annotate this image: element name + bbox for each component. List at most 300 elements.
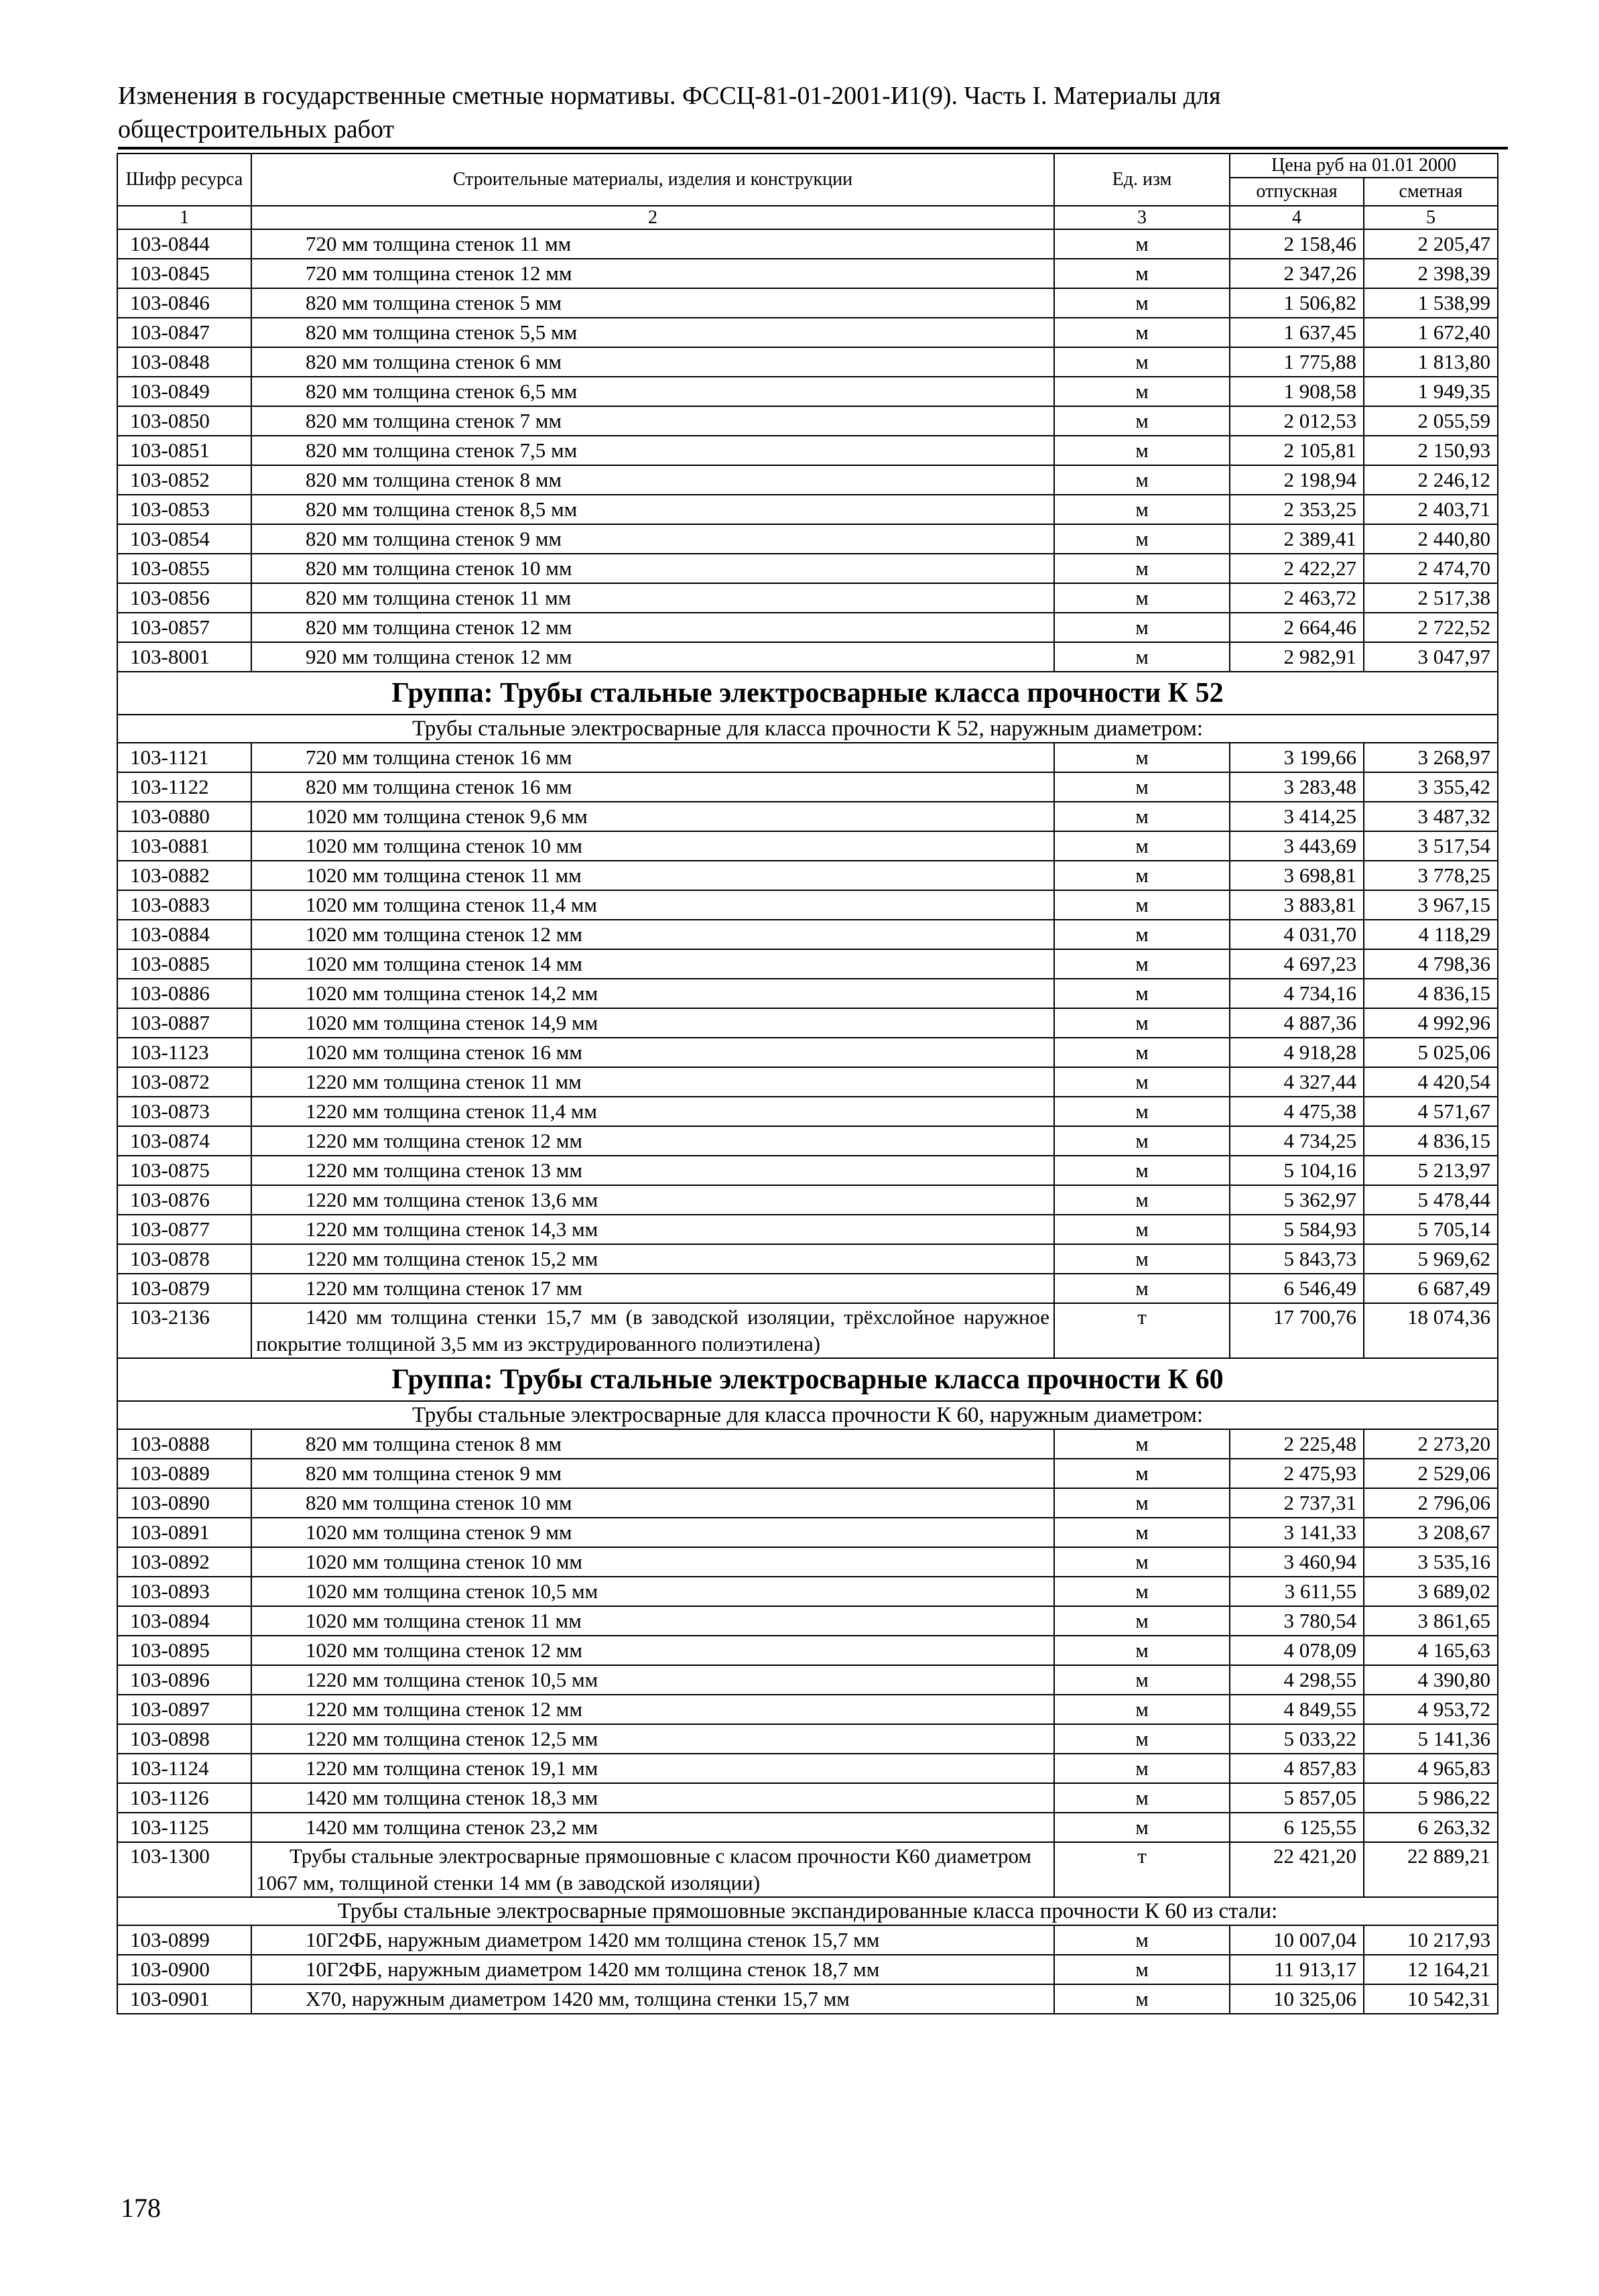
document-header (118, 79, 1498, 146)
price-estimate: 2 474,70 (1364, 554, 1498, 583)
resource-unit: м (1054, 554, 1230, 583)
resource-name: 820 мм толщина стенок 8,5 мм (251, 495, 1054, 524)
resource-unit: м (1054, 642, 1230, 672)
resource-code: 103-0844 (117, 229, 251, 259)
price-estimate: 3 268,97 (1364, 743, 1498, 772)
table-row (117, 1274, 1498, 1303)
resource-code: 103-0882 (117, 861, 251, 890)
resource-name: 820 мм толщина стенок 9 мм (251, 1459, 1054, 1488)
resource-unit: м (1054, 495, 1230, 524)
resource-code: 103-0851 (117, 436, 251, 465)
table-row (117, 1459, 1498, 1488)
table-row (117, 288, 1498, 318)
resource-name: 1420 мм толщина стенок 18,3 мм (251, 1783, 1054, 1813)
resource-name: 820 мм толщина стенок 7,5 мм (251, 436, 1054, 465)
price-estimate: 1 813,80 (1364, 347, 1498, 377)
resource-name: 1020 мм толщина стенок 10 мм (251, 1547, 1054, 1577)
resource-code: 103-0875 (117, 1156, 251, 1185)
table-row (117, 1303, 1498, 1358)
table-row (117, 949, 1498, 979)
group-subtitle-k52: Трубы стальные электросварные для класса прочности К 52, наружным диаметром: (117, 715, 1498, 743)
price-estimate: 4 390,80 (1364, 1665, 1498, 1695)
price-estimate: 4 571,67 (1364, 1097, 1498, 1126)
table-row (117, 1842, 1498, 1897)
resource-code: 103-1125 (117, 1813, 251, 1842)
price-table (117, 153, 1498, 2014)
price-estimate: 2 273,20 (1364, 1429, 1498, 1459)
price-release: 4 849,55 (1230, 1695, 1364, 1724)
resource-unit: м (1054, 1215, 1230, 1244)
table-row (117, 554, 1498, 583)
table-row (117, 1488, 1498, 1518)
price-estimate: 2 529,06 (1364, 1459, 1498, 1488)
table-row (117, 1156, 1498, 1185)
column-number-row (117, 206, 1498, 229)
resource-unit: м (1054, 920, 1230, 949)
resource-name: 820 мм толщина стенок 10 мм (251, 554, 1054, 583)
resource-name: 1020 мм толщина стенок 12 мм (251, 1636, 1054, 1665)
resource-code: 103-0885 (117, 949, 251, 979)
resource-code: 103-0852 (117, 465, 251, 495)
table-row (117, 1518, 1498, 1547)
multiline-row-k52 (117, 1303, 1498, 1358)
resource-code: 103-1122 (117, 772, 251, 802)
price-estimate: 6 687,49 (1364, 1274, 1498, 1303)
price-release: 2 347,26 (1230, 259, 1364, 288)
column-number: 2 (251, 206, 1054, 229)
header-rule (118, 147, 1508, 149)
resource-unit: м (1054, 1955, 1230, 1984)
price-release: 2 664,46 (1230, 613, 1364, 642)
resource-name: Х70, наружным диаметром 1420 мм, толщина стенки 15,7 мм (251, 1984, 1054, 2014)
price-estimate: 5 478,44 (1364, 1185, 1498, 1215)
column-header-code: Шифр ресурса (117, 154, 251, 206)
resource-code: 103-0873 (117, 1097, 251, 1126)
resource-name: 920 мм толщина стенок 12 мм (251, 642, 1054, 672)
table-row (117, 495, 1498, 524)
resource-unit: м (1054, 1459, 1230, 1488)
resource-code: 103-0872 (117, 1067, 251, 1097)
table-row (117, 1008, 1498, 1038)
price-release: 3 698,81 (1230, 861, 1364, 890)
group-subtitle-k60-expanded: Трубы стальные электросварные прямошовные экспандированные класса прочности К 60 из стали: (117, 1897, 1498, 1925)
table-row (117, 465, 1498, 495)
header-title-line1: Изменения в государственные сметные нормативы. ФССЦ-81-01-2001-И1(9). Часть I. Материалы для (118, 82, 1221, 110)
resource-code: 103-0890 (117, 1488, 251, 1518)
price-estimate: 5 141,36 (1364, 1724, 1498, 1754)
resource-unit: м (1054, 436, 1230, 465)
resource-code: 103-0896 (117, 1665, 251, 1695)
price-release: 4 734,25 (1230, 1126, 1364, 1156)
resource-name: 10Г2ФБ, наружным диаметром 1420 мм толщина стенок 15,7 мм (251, 1925, 1054, 1955)
resource-unit: м (1054, 802, 1230, 831)
resource-code: 103-0854 (117, 524, 251, 554)
table-row (117, 1606, 1498, 1636)
resource-name: Трубы стальные электросварные прямошовные с класом прочности К60 диаметром 1067 мм, толщиной стенки 14 мм (в заводской изоляции) (251, 1842, 1054, 1897)
resource-unit: м (1054, 377, 1230, 406)
price-estimate: 5 213,97 (1364, 1156, 1498, 1185)
table-row (117, 1925, 1498, 1955)
price-release: 10 325,06 (1230, 1984, 1364, 2014)
resource-name: 820 мм толщина стенок 12 мм (251, 613, 1054, 642)
resource-unit: м (1054, 1577, 1230, 1606)
column-header-price-estimate: сметная (1364, 178, 1498, 206)
price-release: 2 158,46 (1230, 229, 1364, 259)
resource-name: 1220 мм толщина стенок 13,6 мм (251, 1185, 1054, 1215)
price-estimate: 3 778,25 (1364, 861, 1498, 890)
resource-code: 103-0893 (117, 1577, 251, 1606)
resource-unit: м (1054, 1429, 1230, 1459)
resource-unit: м (1054, 1488, 1230, 1518)
table-row (117, 1185, 1498, 1215)
resource-name: 1220 мм толщина стенок 17 мм (251, 1274, 1054, 1303)
price-release: 2 737,31 (1230, 1488, 1364, 1518)
price-estimate: 4 118,29 (1364, 920, 1498, 949)
resource-code: 103-0879 (117, 1274, 251, 1303)
resource-code: 103-0895 (117, 1636, 251, 1665)
resource-name: 1220 мм толщина стенок 11 мм (251, 1067, 1054, 1097)
resource-code: 103-0880 (117, 802, 251, 831)
column-header-price-group: Цена руб на 01.01 2000 (1230, 154, 1498, 178)
resource-code: 103-0849 (117, 377, 251, 406)
price-estimate: 2 403,71 (1364, 495, 1498, 524)
price-estimate: 2 398,39 (1364, 259, 1498, 288)
price-release: 6 546,49 (1230, 1274, 1364, 1303)
price-estimate: 2 517,38 (1364, 583, 1498, 613)
resource-code: 103-1124 (117, 1754, 251, 1783)
price-release: 4 078,09 (1230, 1636, 1364, 1665)
resource-code: 103-0901 (117, 1984, 251, 2014)
price-estimate: 2 440,80 (1364, 524, 1498, 554)
resource-unit: м (1054, 1813, 1230, 1842)
table-row (117, 1754, 1498, 1783)
resource-code: 103-0898 (117, 1724, 251, 1754)
price-release: 1 637,45 (1230, 318, 1364, 347)
price-estimate: 5 986,22 (1364, 1783, 1498, 1813)
resource-unit: м (1054, 1038, 1230, 1067)
resource-name: 1220 мм толщина стенок 11,4 мм (251, 1097, 1054, 1126)
column-number: 3 (1054, 206, 1230, 229)
resource-unit: м (1054, 259, 1230, 288)
resource-code: 103-8001 (117, 642, 251, 672)
price-release: 2 475,93 (1230, 1459, 1364, 1488)
table-row (117, 743, 1498, 772)
resource-unit: м (1054, 1244, 1230, 1274)
price-estimate: 5 705,14 (1364, 1215, 1498, 1244)
price-estimate: 4 953,72 (1364, 1695, 1498, 1724)
group-k52-header (117, 672, 1498, 743)
table-row (117, 318, 1498, 347)
resource-name: 1220 мм толщина стенок 19,1 мм (251, 1754, 1054, 1783)
table-row (117, 259, 1498, 288)
table-row (117, 861, 1498, 890)
page-number: 178 (121, 2193, 161, 2223)
resource-code: 103-0894 (117, 1606, 251, 1636)
price-estimate: 3 689,02 (1364, 1577, 1498, 1606)
price-estimate: 4 798,36 (1364, 949, 1498, 979)
table-row (117, 802, 1498, 831)
resource-name: 1020 мм толщина стенок 10,5 мм (251, 1577, 1054, 1606)
price-release: 4 918,28 (1230, 1038, 1364, 1067)
price-release: 17 700,76 (1230, 1303, 1364, 1358)
table-row (117, 1244, 1498, 1274)
price-release: 4 697,23 (1230, 949, 1364, 979)
table-row (117, 1547, 1498, 1577)
price-release: 2 422,27 (1230, 554, 1364, 583)
resource-code: 103-1123 (117, 1038, 251, 1067)
resource-name: 1220 мм толщина стенок 15,2 мм (251, 1244, 1054, 1274)
resource-code: 103-0889 (117, 1459, 251, 1488)
resource-unit: м (1054, 583, 1230, 613)
resource-unit: т (1054, 1303, 1230, 1358)
resource-name: 820 мм толщина стенок 11 мм (251, 583, 1054, 613)
price-estimate: 2 150,93 (1364, 436, 1498, 465)
resource-unit: м (1054, 1925, 1230, 1955)
resource-code: 103-1126 (117, 1783, 251, 1813)
price-release: 3 611,55 (1230, 1577, 1364, 1606)
resource-name: 10Г2ФБ, наружным диаметром 1420 мм толщина стенок 18,7 мм (251, 1955, 1054, 1984)
resource-unit: м (1054, 861, 1230, 890)
resource-name: 820 мм толщина стенок 6 мм (251, 347, 1054, 377)
price-estimate: 3 861,65 (1364, 1606, 1498, 1636)
price-release: 2 105,81 (1230, 436, 1364, 465)
price-release: 5 584,93 (1230, 1215, 1364, 1244)
resource-name: 1220 мм толщина стенок 12,5 мм (251, 1724, 1054, 1754)
price-release: 1 908,58 (1230, 377, 1364, 406)
price-estimate: 2 055,59 (1364, 406, 1498, 436)
resource-unit: м (1054, 288, 1230, 318)
price-release: 4 887,36 (1230, 1008, 1364, 1038)
price-release: 2 225,48 (1230, 1429, 1364, 1459)
price-release: 2 353,25 (1230, 495, 1364, 524)
table-row (117, 920, 1498, 949)
resource-name: 1020 мм толщина стенок 11,4 мм (251, 890, 1054, 920)
table-row (117, 1097, 1498, 1126)
price-release: 4 734,16 (1230, 979, 1364, 1008)
resource-code: 103-0853 (117, 495, 251, 524)
price-estimate: 22 889,21 (1364, 1842, 1498, 1897)
price-release: 3 443,69 (1230, 831, 1364, 861)
resource-unit: м (1054, 406, 1230, 436)
resource-code: 103-0876 (117, 1185, 251, 1215)
price-release: 4 327,44 (1230, 1067, 1364, 1097)
resource-name: 1020 мм толщина стенок 14,9 мм (251, 1008, 1054, 1038)
resource-unit: м (1054, 949, 1230, 979)
price-release: 6 125,55 (1230, 1813, 1364, 1842)
resource-code: 103-0883 (117, 890, 251, 920)
column-header-name: Строительные материалы, изделия и конструкции (251, 154, 1054, 206)
table-row (117, 1984, 1498, 2014)
table-row (117, 1783, 1498, 1813)
table-row (117, 347, 1498, 377)
resource-unit: м (1054, 1126, 1230, 1156)
resource-code: 103-0891 (117, 1518, 251, 1547)
resource-code: 103-0887 (117, 1008, 251, 1038)
resource-code: 103-0856 (117, 583, 251, 613)
price-estimate: 4 420,54 (1364, 1067, 1498, 1097)
resource-unit: м (1054, 347, 1230, 377)
resource-name: 820 мм толщина стенок 6,5 мм (251, 377, 1054, 406)
resource-name: 1020 мм толщина стенок 11 мм (251, 1606, 1054, 1636)
table-row (117, 1955, 1498, 1984)
resource-code: 103-0845 (117, 259, 251, 288)
price-estimate: 18 074,36 (1364, 1303, 1498, 1358)
resource-name: 1420 мм толщина стенки 15,7 мм (в заводской изоляции, трёхслойное наружное покрытие толщиной 3,5 мм из экструдированного полиэтилена) (251, 1303, 1054, 1358)
price-release: 3 283,48 (1230, 772, 1364, 802)
resource-unit: м (1054, 524, 1230, 554)
price-estimate: 3 517,54 (1364, 831, 1498, 861)
resource-name: 1420 мм толщина стенок 23,2 мм (251, 1813, 1054, 1842)
resource-name: 1220 мм толщина стенок 12 мм (251, 1695, 1054, 1724)
price-estimate: 5 025,06 (1364, 1038, 1498, 1067)
price-estimate: 1 538,99 (1364, 288, 1498, 318)
resource-name: 720 мм толщина стенок 16 мм (251, 743, 1054, 772)
resource-code: 103-0892 (117, 1547, 251, 1577)
price-estimate: 1 949,35 (1364, 377, 1498, 406)
price-estimate: 2 246,12 (1364, 465, 1498, 495)
table-row (117, 1429, 1498, 1459)
table-row (117, 1067, 1498, 1097)
resource-unit: м (1054, 1754, 1230, 1783)
price-estimate: 3 535,16 (1364, 1547, 1498, 1577)
price-release: 2 982,91 (1230, 642, 1364, 672)
price-release: 2 389,41 (1230, 524, 1364, 554)
price-estimate: 3 487,32 (1364, 802, 1498, 831)
price-release: 4 857,83 (1230, 1754, 1364, 1783)
resource-code: 103-1121 (117, 743, 251, 772)
resource-code: 103-0850 (117, 406, 251, 436)
resource-code: 103-0897 (117, 1695, 251, 1724)
resource-code: 103-0888 (117, 1429, 251, 1459)
price-release: 11 913,17 (1230, 1955, 1364, 1984)
resource-name: 820 мм толщина стенок 16 мм (251, 772, 1054, 802)
price-release: 2 012,53 (1230, 406, 1364, 436)
table-row (117, 1038, 1498, 1067)
resource-unit: м (1054, 613, 1230, 642)
price-estimate: 12 164,21 (1364, 1955, 1498, 1984)
price-estimate: 3 047,97 (1364, 642, 1498, 672)
resource-name: 1220 мм толщина стенок 13 мм (251, 1156, 1054, 1185)
resource-unit: м (1054, 890, 1230, 920)
resource-code: 103-0881 (117, 831, 251, 861)
resource-name: 1020 мм толщина стенок 16 мм (251, 1038, 1054, 1067)
resource-code: 103-0899 (117, 1925, 251, 1955)
resource-unit: м (1054, 1665, 1230, 1695)
resource-code: 103-0900 (117, 1955, 251, 1984)
resource-name: 820 мм толщина стенок 9 мм (251, 524, 1054, 554)
resource-code: 103-0847 (117, 318, 251, 347)
resource-name: 1020 мм толщина стенок 9,6 мм (251, 802, 1054, 831)
group-title-k60: Группа: Трубы стальные электросварные класса прочности К 60 (117, 1358, 1498, 1401)
resource-name: 820 мм толщина стенок 7 мм (251, 406, 1054, 436)
resource-unit: м (1054, 1008, 1230, 1038)
resource-unit: м (1054, 1724, 1230, 1754)
table-row (117, 979, 1498, 1008)
table-row (117, 1724, 1498, 1754)
resource-name: 1220 мм толщина стенок 12 мм (251, 1126, 1054, 1156)
price-release: 1 506,82 (1230, 288, 1364, 318)
header-title-line2: общестроительных работ (118, 115, 395, 143)
price-estimate: 4 165,63 (1364, 1636, 1498, 1665)
resource-name: 820 мм толщина стенок 8 мм (251, 1429, 1054, 1459)
column-header-unit: Ед. изм (1054, 154, 1230, 206)
table-row (117, 406, 1498, 436)
price-estimate: 3 967,15 (1364, 890, 1498, 920)
resource-code: 103-2136 (117, 1303, 251, 1358)
table-row (117, 583, 1498, 613)
price-release: 2 198,94 (1230, 465, 1364, 495)
resource-name: 1020 мм толщина стенок 14 мм (251, 949, 1054, 979)
price-estimate: 1 672,40 (1364, 318, 1498, 347)
price-estimate: 4 965,83 (1364, 1754, 1498, 1783)
price-release: 1 775,88 (1230, 347, 1364, 377)
group-subtitle-k60: Трубы стальные электросварные для класса прочности К 60, наружным диаметром: (117, 1401, 1498, 1429)
table-row (117, 1813, 1498, 1842)
price-release: 3 199,66 (1230, 743, 1364, 772)
column-number: 1 (117, 206, 251, 229)
resource-code: 103-0877 (117, 1215, 251, 1244)
price-release: 10 007,04 (1230, 1925, 1364, 1955)
resource-unit: м (1054, 1783, 1230, 1813)
resource-name: 820 мм толщина стенок 8 мм (251, 465, 1054, 495)
table-body-k60-expanded (117, 1925, 1498, 2014)
table-row (117, 377, 1498, 406)
table-row (117, 772, 1498, 802)
table-row (117, 436, 1498, 465)
resource-unit: м (1054, 1185, 1230, 1215)
price-release: 4 475,38 (1230, 1097, 1364, 1126)
table-body-top (117, 229, 1498, 672)
resource-unit: м (1054, 831, 1230, 861)
price-release: 4 031,70 (1230, 920, 1364, 949)
resource-code: 103-0848 (117, 347, 251, 377)
resource-name: 1020 мм толщина стенок 12 мм (251, 920, 1054, 949)
resource-unit: м (1054, 318, 1230, 347)
table-body-k52 (117, 743, 1498, 1303)
price-estimate: 5 969,62 (1364, 1244, 1498, 1274)
table-row (117, 613, 1498, 642)
group-k60-header (117, 1358, 1498, 1429)
resource-unit: т (1054, 1842, 1230, 1897)
resource-unit: м (1054, 743, 1230, 772)
resource-unit: м (1054, 1984, 1230, 2014)
resource-name: 1220 мм толщина стенок 10,5 мм (251, 1665, 1054, 1695)
price-estimate: 3 208,67 (1364, 1518, 1498, 1547)
resource-code: 103-1300 (117, 1842, 251, 1897)
price-release: 5 843,73 (1230, 1244, 1364, 1274)
price-estimate: 6 263,32 (1364, 1813, 1498, 1842)
column-number: 4 (1230, 206, 1364, 229)
price-estimate: 2 796,06 (1364, 1488, 1498, 1518)
resource-name: 1020 мм толщина стенок 10 мм (251, 831, 1054, 861)
column-header-price-release: отпускная (1230, 178, 1364, 206)
price-estimate: 2 205,47 (1364, 229, 1498, 259)
table-row (117, 890, 1498, 920)
price-release: 3 414,25 (1230, 802, 1364, 831)
resource-unit: м (1054, 1097, 1230, 1126)
resource-name: 820 мм толщина стенок 10 мм (251, 1488, 1054, 1518)
resource-name: 720 мм толщина стенок 11 мм (251, 229, 1054, 259)
resource-name: 820 мм толщина стенок 5 мм (251, 288, 1054, 318)
table-row (117, 642, 1498, 672)
table-row (117, 524, 1498, 554)
resource-code: 103-0846 (117, 288, 251, 318)
price-release: 3 141,33 (1230, 1518, 1364, 1547)
resource-unit: м (1054, 1067, 1230, 1097)
resource-name: 1220 мм толщина стенок 14,3 мм (251, 1215, 1054, 1244)
price-release: 4 298,55 (1230, 1665, 1364, 1695)
price-estimate: 2 722,52 (1364, 613, 1498, 642)
